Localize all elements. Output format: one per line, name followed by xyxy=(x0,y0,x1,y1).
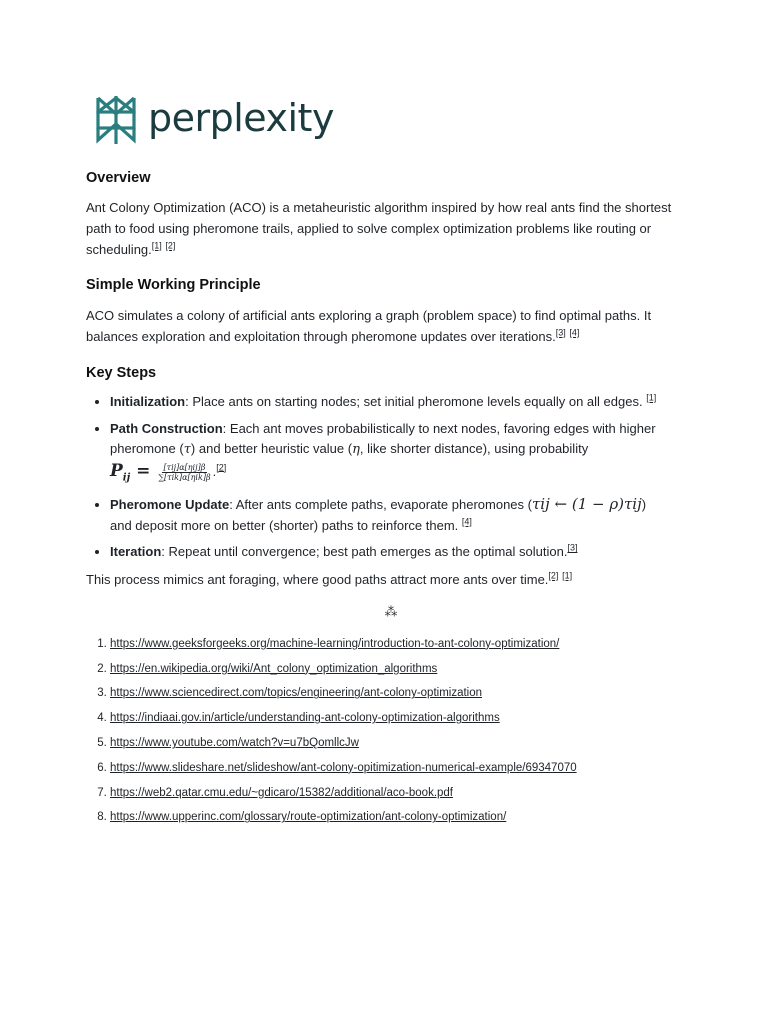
principle-paragraph xyxy=(86,305,696,347)
reference-link[interactable]: https://en.wikipedia.org/wiki/Ant_colony_optimization_algorithms xyxy=(110,662,438,675)
list-item xyxy=(110,760,696,776)
probability-formula: $P_{ij}$ = xyxy=(110,460,157,483)
evaporation-formula: τij ← (1 − ρ)τij xyxy=(531,495,642,514)
perplexity-logo-icon xyxy=(94,94,138,146)
principle-heading: Simple Working Principle xyxy=(86,277,261,293)
reference-link[interactable]: https://web2.qatar.cmu.edu/~gdicaro/15382/additional/aco-book.pdf xyxy=(110,786,454,799)
citation-link[interactable]: [1] xyxy=(151,240,162,251)
steps-list xyxy=(86,392,696,563)
step-title: Path Construction xyxy=(110,420,223,436)
probability-fraction: $\frac{\text{[τij]α[ηij]β}}{\text{∑[τik]α[ηik]β}}$ xyxy=(158,462,211,482)
reference-link[interactable]: https://www.youtube.com/watch?v=u7bQomllcJw xyxy=(110,737,359,750)
reference-link[interactable]: https://www.upperinc.com/glossary/route-optimization/ant-colony-optimization/ xyxy=(110,811,507,824)
overview-line-2: shortest path to food using pheromone trails, applied to solve complex optimization problems xyxy=(86,200,672,236)
principle-line-1: ACO simulates a colony of artificial ants exploring a graph (problem space) to find optimal paths. xyxy=(86,308,641,323)
closing-paragraph xyxy=(86,569,696,590)
citation-link[interactable]: [2] xyxy=(165,240,176,251)
overview-paragraph xyxy=(86,197,696,260)
step-text: : After ants complete paths, evaporate pheromones ( xyxy=(229,497,532,513)
citation-link[interactable]: [2] xyxy=(548,570,559,581)
list-item xyxy=(110,636,696,652)
overview-line-1: Ant Colony Optimization (ACO) is a metaheuristic algorithm inspired by how real ants find the xyxy=(86,200,622,215)
step-title: Iteration xyxy=(110,544,162,560)
list-item xyxy=(110,494,696,536)
overview-heading: Overview xyxy=(86,170,151,186)
list-item xyxy=(110,392,696,413)
step-text: ) xyxy=(641,497,647,513)
answer-content xyxy=(86,170,696,834)
citation-link[interactable]: [1] xyxy=(562,570,573,581)
citation-link[interactable]: [3] xyxy=(555,327,566,338)
brand-name: perplexity xyxy=(148,96,334,140)
citation-link[interactable]: [3] xyxy=(567,543,578,554)
reference-link[interactable]: https://www.geeksforgeeks.org/machine-learning/introduction-to-ant-colony-optimization/ xyxy=(110,637,560,650)
list-item: • Path Construction: Each ant moves probabilistically to next nodes, favoring edges with higher pheromone (τ) and better heuristic value (η, like shorter distance), using probability $P_{ij}$ = $\frac{\text{[τij]α[ηij]β}}{\text{∑[τik]α[ηik]β}}$ .[2] xyxy=(110,419,696,489)
list-item xyxy=(110,661,696,677)
step-text: : Place ants on starting nodes; set initial pheromone levels equally on all edges. xyxy=(185,394,643,409)
citation-link[interactable]: [4] xyxy=(569,327,580,338)
step-text: and deposit more on better (shorter) paths to reinforce them. xyxy=(110,517,459,533)
steps-heading: Key Steps xyxy=(86,365,157,381)
reference-link[interactable]: https://www.slideshare.net/slideshow/ant-colony-opitimization-numerical-example/69347070 xyxy=(110,761,577,774)
list-item xyxy=(110,710,696,726)
step-text: : Each ant moves probabilistically to next nodes, favoring edges with higher pheromone ( xyxy=(110,420,656,456)
closing-text: This process mimics ant foraging, where good paths attract more ants over time. xyxy=(86,571,549,587)
principle-line-2: It balances exploration and exploitation through pheromone updates over iterations. xyxy=(86,308,652,344)
step-title: Initialization xyxy=(110,394,186,409)
references-list xyxy=(86,636,696,826)
overview-line-3: like routing or scheduling. xyxy=(86,221,652,257)
perplexity-logo xyxy=(94,94,334,146)
step-text: ) and better heuristic value ( xyxy=(190,441,353,456)
list-item xyxy=(110,542,696,563)
step-title: Pheromone Update xyxy=(110,497,230,513)
citation-link[interactable]: [4] xyxy=(461,516,472,527)
section-separator: ⁂ xyxy=(384,603,398,619)
list-item xyxy=(110,685,696,701)
step-text: : Repeat until convergence; best path emerges as the optimal solution. xyxy=(161,544,568,560)
step-text: , like shorter distance), using probability xyxy=(359,441,589,456)
list-item xyxy=(110,809,696,825)
citation-link[interactable]: [1] xyxy=(646,392,657,403)
citation-link[interactable]: [2] xyxy=(216,462,227,473)
list-item xyxy=(110,785,696,801)
list-item xyxy=(110,735,696,751)
reference-link[interactable]: https://indiaai.gov.in/article/understanding-ant-colony-optimization-algorithms xyxy=(110,712,500,725)
tau-symbol: τ xyxy=(183,442,191,457)
reference-link[interactable]: https://www.sciencedirect.com/topics/engineering/ant-colony-optimization xyxy=(110,687,483,700)
eta-symbol: η xyxy=(352,442,360,457)
